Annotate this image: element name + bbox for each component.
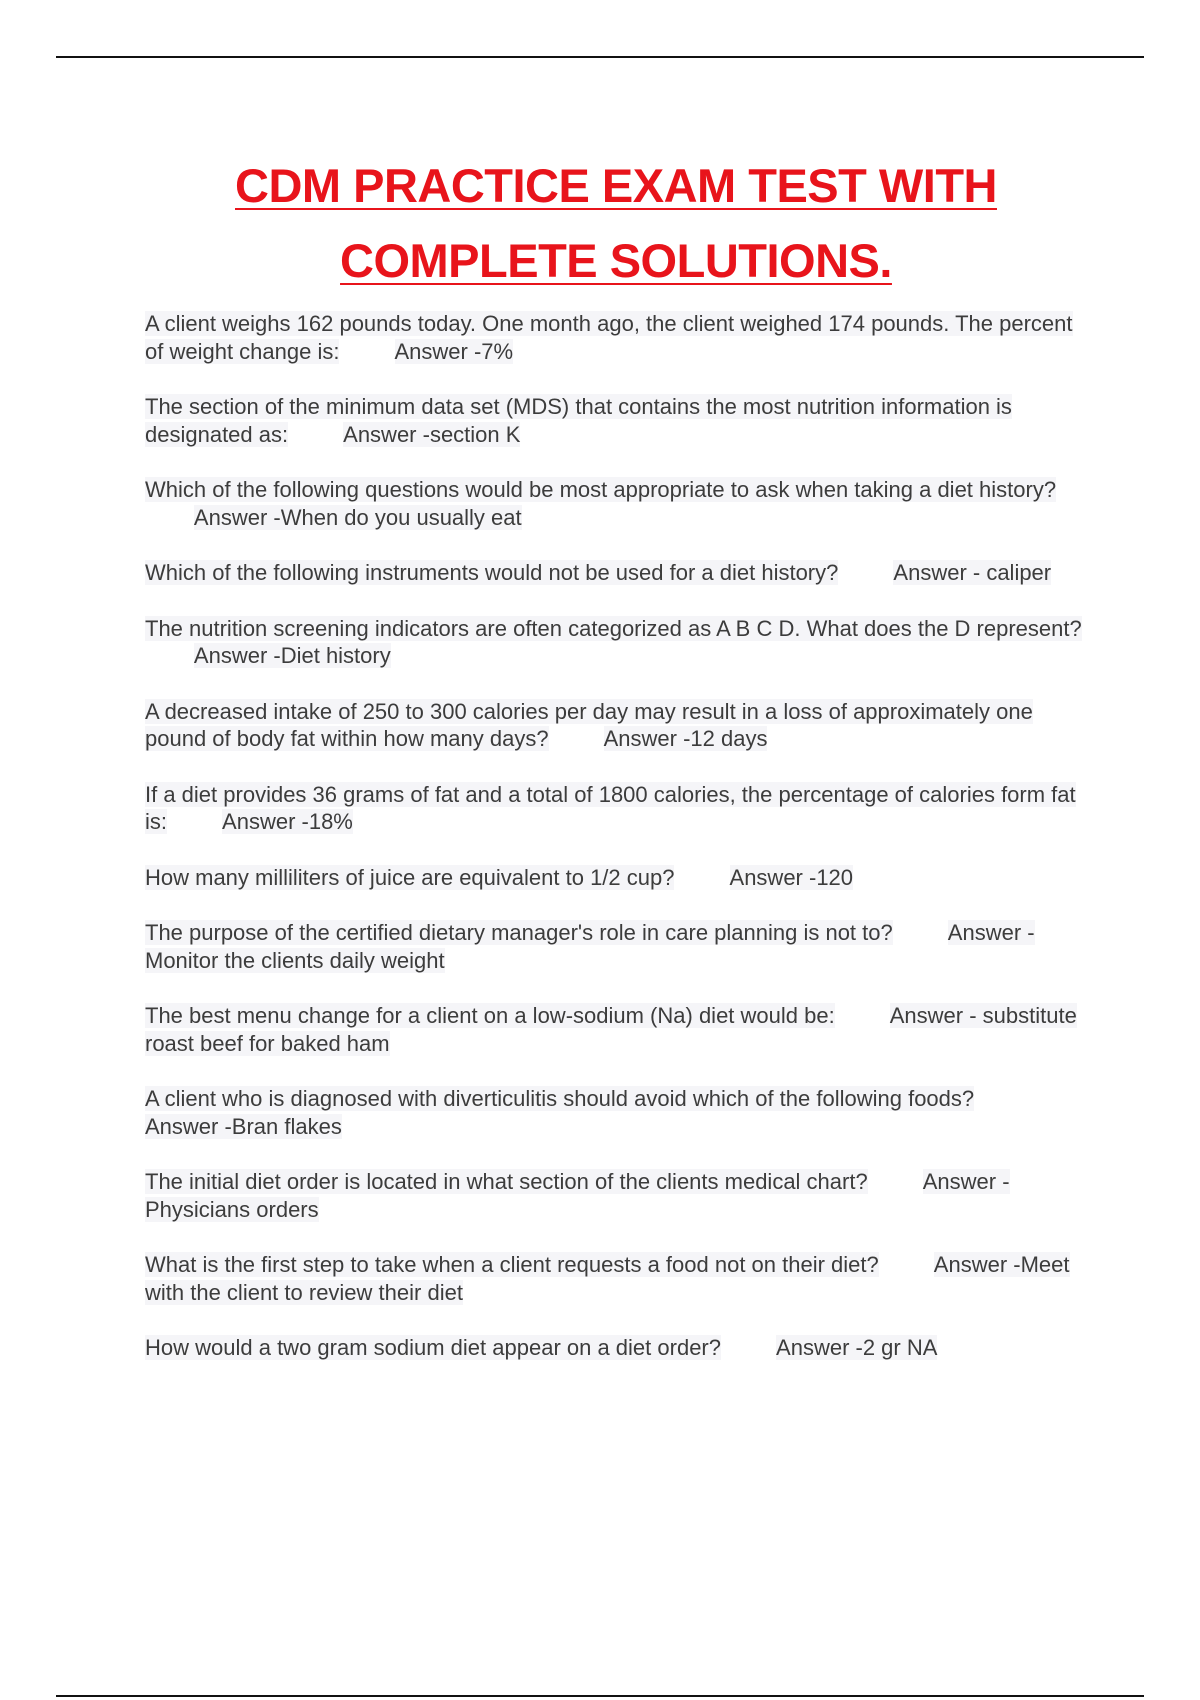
answer-text: Answer - Physicians orders [145,1169,1010,1222]
qa-item [145,1334,1085,1362]
question-text: The section of the minimum data set (MDS) that contains the most nutrition information is designated as: [145,394,1012,447]
qa-item [145,310,1085,365]
qa-item [145,1168,1085,1223]
document-title [0,148,1200,298]
qa-item [145,559,1085,587]
question-text: The initial diet order is located in what section of the clients medical chart? [145,1169,868,1194]
answer-text: Answer - caliper [893,560,1052,585]
bottom-rule [56,1695,1144,1697]
title-line-1: CDM PRACTICE EXAM TEST WITH [235,159,997,212]
question-text: Which of the following instruments would not be used for a diet history? [145,560,839,585]
question-text: Which of the following questions would be most appropriate to ask when taking a diet history? [145,477,1057,502]
answer-text: Answer -2 gr NA [776,1335,938,1360]
qa-item [145,393,1085,448]
question-text: A client who is diagnosed with diverticulitis should avoid which of the following foods? [145,1086,975,1111]
answer-text: Answer - substitute roast beef for baked ham [145,1003,1077,1056]
answer-text: Answer -Monitor the clients daily weight [145,920,1035,973]
question-text: What is the first step to take when a client requests a food not on their diet? [145,1252,879,1277]
question-text: How would a two gram sodium diet appear on a diet order? [145,1335,721,1360]
question-text: How many milliliters of juice are equivalent to 1/2 cup? [145,864,675,890]
qa-item [145,864,1085,892]
question-text: The purpose of the certified dietary manager's role in care planning is not to? [145,920,893,945]
qa-item [145,1251,1085,1306]
answer-text: Answer -7% [394,338,514,364]
answer-text: Answer -Diet history [193,643,391,668]
qa-item [145,615,1085,670]
qa-item [145,698,1085,753]
qa-item [145,781,1085,836]
question-text: A decreased intake of 250 to 300 calories per day may result in a loss of approximately one pound of body fat within how many days? [145,698,1033,751]
qa-item [145,476,1085,531]
qa-item [145,919,1085,974]
question-text: If a diet provides 36 grams of fat and a total of 1800 calories, the percentage of calories form fat is: [145,781,1076,834]
question-text: A client weighs 162 pounds today. One month ago, the client weighed 174 pounds. The percent of weight change is: [145,311,1073,364]
answer-text: Answer -Meet with the client to review their diet [145,1252,1070,1305]
top-rule [56,56,1144,58]
answer-text: Answer -Bran flakes [145,1113,342,1139]
title-line-2: COMPLETE SOLUTIONS. [340,234,892,287]
qa-item [145,1085,1085,1140]
qa-list [145,310,1085,1390]
answer-text: Answer -120 [729,864,854,890]
question-text: The best menu change for a client on a low-sodium (Na) diet would be: [145,1003,835,1028]
question-text: The nutrition screening indicators are often categorized as A B C D. What does the D represent? [145,615,1082,641]
answer-text: Answer -12 days [603,726,768,751]
answer-text: Answer -section K [343,421,521,447]
answer-text: Answer -18% [222,809,353,834]
qa-item [145,1002,1085,1057]
answer-text: Answer -When do you usually eat [193,504,522,530]
